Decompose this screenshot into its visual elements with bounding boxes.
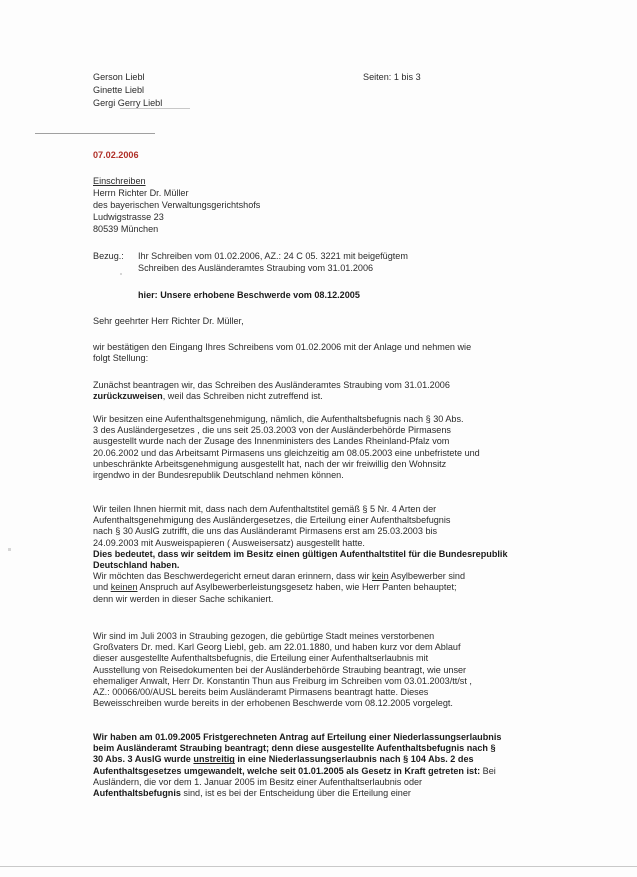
underlined-word: kein [372,571,389,582]
text-line: folgt Stellung: [93,353,149,364]
text-fragment: Asylbewerber sind [388,571,466,582]
paragraph-straubing [93,631,563,709]
emphasis: Aufenthaltsgesetzes umgewandelt, welche seit 01.01.2005 als Gesetz in Kraft getreten ist: [93,765,481,776]
scan-edge-line [35,133,155,134]
margin-mark [8,548,11,551]
recipient-line: Herrn Richter Dr. Müller [93,188,189,198]
paragraph-confirmation [93,342,563,364]
paragraph-settlement-permit [93,732,563,799]
reference-line: Ihr Schreiben vom 01.02.2006, AZ.: 24 C 05. 3221 mit beigefügtem [138,251,408,261]
text-line: Wir haben am 01.09.2005 Fristgerechneten Antrag auf Erteilung einer Niederlassungserlaubnis [93,732,502,742]
text-line: Zunächst beantragen wir, das Schreiben des Ausländeramtes Straubing vom 31.01.2006 [93,380,450,390]
text-fragment: Wir möchten das Beschwerdegericht erneut daran erinnern, dass wir [93,571,373,582]
text-line [93,582,563,593]
underlined-word: keinen [110,582,138,593]
text-fragment: Bei [480,765,496,776]
text-line: unbeschränkte Arbeitsgenehmigung ausgestellt hat, nach der wir freiwillig den Wohnsitz [93,458,447,469]
text-line: Dies bedeutet, dass wir seitdem im Besitz einen gültigen Aufenthaltstitel für die Bundesrepublik [93,548,508,559]
text-line [93,391,563,402]
text-line: Wir teilen Ihnen hiermit mit, dass nach dem Aufenthaltstitel gemäß § 5 Nr. 4 Arten der [93,504,437,514]
text-line: wir bestätigen den Eingang Ihres Schreibens vom 01.02.2006 mit der Anlage und nehmen wie [93,342,472,352]
text-line: denn wir werden in dieser Sache schikaniert. [93,593,274,604]
text-fragment: in eine Niederlassungserlaubnis nach § 104 Abs. 2 des [234,754,474,765]
text-fragment: und [93,582,111,593]
delivery-method: Einschreiben [93,176,146,186]
text-line: ehemaliger Anwalt, Herr Dr. Konstantin Thun aus Freiburg im Schreiben vom 03.01.2003/tt/st , [93,675,472,686]
emphasis: zurückzuweisen [93,391,163,402]
bottom-scan-line [0,866,637,867]
recipient-line: 80539 München [93,224,159,234]
subject-line: hier: Unsere erhobene Beschwerde vom 08.12.2005 [138,290,360,300]
text-line: beim Ausländeramt Straubing beantragt; denn diese ausgestellte Aufenthaltsbefugnis nach § [93,743,496,754]
letter-date: 07.02.2006 [93,150,139,160]
text-line: Ausländern, die vor dem 1. Januar 2005 im Besitz einer Aufenthaltserlaubnis oder [93,776,423,787]
text-line: Deutschland haben. [93,560,180,571]
text-line: nach § 30 AuslG zutrifft, die uns das Ausländeramt Pirmasens erst am 25.03.2003 bis [93,526,438,537]
text-fragment: , weil das Schreiben nicht zutreffend ist. [162,391,323,402]
text-fragment: Anspruch auf Asylbewerberleistungsgesetz haben, wie Herr Panten behauptet; [137,582,457,593]
sender-name: Gerson Liebl [93,72,145,82]
text-line [93,571,563,582]
text-line: Beweisschreiben wurde bereits in der erhobenen Beschwerde vom 08.12.2005 vorgelegt. [93,698,453,709]
text-line: irgendwo in der Bundesrepublik Deutschland nehmen können. [93,470,344,481]
page-count: Seiten: 1 bis 3 [363,72,421,82]
emphasis: Aufenthaltsbefugnis [93,788,181,799]
text-line [93,754,563,765]
margin-mark [120,273,122,275]
recipient-line: des bayerischen Verwaltungsgerichtshofs [93,200,261,210]
text-line [93,766,563,777]
underlined-word: unstreitig [193,754,235,765]
text-line: dieser ausgestellte Aufenthaltsbefugnis, die Erteilung einer Aufenthaltserlaubnis mit [93,653,429,664]
paragraph-request [93,380,563,402]
text-line: Wir besitzen eine Aufenthaltsgenehmigung, nämlich, die Aufenthaltsbefugnis nach § 30 Abs. [93,414,464,424]
text-line [93,788,563,799]
text-fragment: 30 Abs. 3 AuslG wurde [93,754,194,765]
text-line: 20.06.2002 und das Arbeitsamt Pirmasens uns gleichzeitig am 08.05.2003 eine unbefristete und [93,447,480,458]
text-line: AZ.: 00066/00/AUSL bereits beim Ausländeramt Pirmasens beantragt hatte. Dieses [93,687,429,698]
reference-line: Schreiben des Ausländeramtes Straubing vom 31.01.2006 [138,263,374,273]
text-line: 3 des Ausländergesetzes , die uns seit 25.03.2003 von der Ausländerbehörde Pirmasens [93,425,451,436]
text-line: Großvaters Dr. med. Karl Georg Liebl, geb. am 22.01.1880, und haben kurz vor dem Ablauf [93,642,461,653]
sender-name: Gergi Gerry Liebl [93,98,163,108]
paragraph-residence-title [93,504,563,605]
text-fragment: sind, ist es bei der Entscheidung über die Erteilung einer [180,788,411,799]
recipient-line: Ludwigstrasse 23 [93,212,164,222]
text-line: ausgestellt wurde nach der Zusage des Innenministers des Landes Rheinland-Pfalz vom [93,436,450,447]
text-line: 24.09.2003 mit Ausweispapieren ( Ausweisersatz) ausgestellt hatte. [93,537,365,548]
text-line: Wir sind im Juli 2003 in Straubing gezogen, die gebürtige Stadt meines verstorbenen [93,631,435,641]
sender-name: Ginette Liebl [93,85,145,95]
paragraph-residence-permit [93,414,563,481]
salutation: Sehr geehrter Herr Richter Dr. Müller, [93,316,244,326]
text-line: Ausstellung von Reisedokumenten bei der Ausländerbehörde Straubing beantragt, wie unser [93,664,467,675]
reference-label: Bezug.: [93,251,124,261]
text-line: Aufenthaltsgenehmigung des Ausländergesetzes, die Erteilung einer Aufenthaltsbefugnis [93,515,451,526]
